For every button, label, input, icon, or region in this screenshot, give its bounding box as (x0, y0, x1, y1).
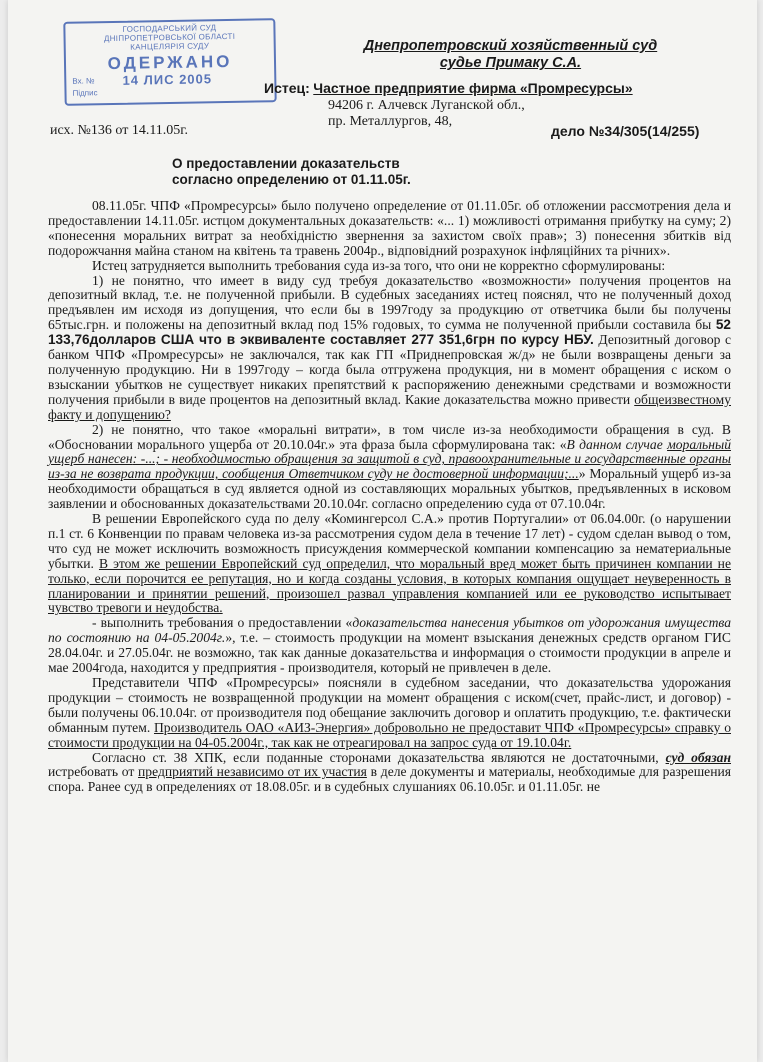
paragraph-8-court-obliged: суд обязан (665, 749, 731, 765)
paragraph-3-text: 1) не понятно, что имеет в виду суд требуя доказательство «возможности» получения процентов на депозитный вклад, т.е. не полученной прибыли. В судебных заседаниях истец пояснял, что не полученный доход предъявлен им исходя из допущения, что если бы в 1997году за продукцию от ответчика были бы получены 65тыс.грн. и положены на депозитный вклад под 15% годовых, то сумма не полученной прибыли составила бы (48, 272, 731, 333)
paragraph-7-highlight: Производитель ОАО «АИЗ-Энергия» добровольно не предоставит ЧПФ «Промресурсы» справку о стоимости продукции на 04-05.2004г., так как не отреагировал на запрос суда от 19.10.04г. (48, 719, 731, 750)
paragraph-8-text: Согласно ст. 38 ХПК, если поданные сторонами доказательства являются не достаточными, (92, 749, 666, 765)
plaintiff-name: Частное предприятие фирма «Промресурсы» (313, 80, 633, 96)
stamp-received-label: ОДЕРЖАНО (107, 51, 233, 74)
paragraph-6 (48, 616, 731, 676)
paragraph-8-continued: в деле документы и материалы, необходимые для разрешения спора. Ранее суд в определениях от 18.08.05г. и в судебных слушаниях 06.10.05г. и 01.11.05г. не (48, 764, 732, 795)
paragraph-4 (48, 423, 731, 512)
plaintiff-address-line1: 94206 г. Алчевск Луганской обл., (328, 98, 525, 113)
paragraph-6-quote: доказательства нанесения убытков от удорожания имущества по состоянию на 04-05.2004г. (48, 615, 731, 646)
paragraph-7 (48, 676, 731, 751)
paragraph-5 (48, 512, 731, 616)
paragraph-3-question: общеизвестному факту и допущению? (48, 391, 731, 422)
stamp-court-line: ГОСПОДАРСЬКИЙ СУД (122, 23, 217, 34)
letter-body (48, 199, 731, 795)
paragraph-1: 08.11.05г. ЧПФ «Промресурсы» было получено определение от 01.11.05г. об отложении рассмотрения дела и предоставлении 14.11.05г. истцом документальных доказательств: «... 1) можливості отримання прибутку на суму; 2) «понесення моральних витрат за необхідністю звернення за захистом своїх прав»; 3) понесення збитків від подорожчання майна станом на квітень та травень 2004р., відповідний розрахунок інфляційних та річних». (48, 198, 731, 258)
paragraph-6-text: - выполнить требования о предоставлении « (92, 615, 353, 631)
subject-heading (172, 156, 492, 188)
addressee-judge: судье Примаку С.А. (439, 55, 582, 71)
plaintiff-label: Истец: (264, 80, 310, 96)
outgoing-reference: исх. №136 от 14.11.05г. (50, 123, 188, 138)
addressee-block (338, 38, 683, 72)
paragraph-4-text: 2) не понятно, что такое «моральні витрати», в том числе из-за необходимости обращения в суд. В «Обосновании морального ущерба от 20.10.04г.» эта фраза была сформулирована так: « (48, 421, 731, 452)
subject-line1: О предоставлении доказательств (172, 156, 400, 171)
case-reference: дело №34/305(14/255) (551, 123, 700, 139)
paragraph-2: Истец затрудняется выполнить требования суда из-за того, что они не корректно сформулированы: (92, 257, 666, 273)
paragraph-8-highlight: предприятий независимо от их участия (138, 764, 367, 780)
paragraph-4-quote-body: : -...; - необходимостью обращения за защитой в суд, правоохранительные и государственные органы из-за не возврата продукции, сообщения Ответчиком суду не достоверной информации;... (48, 451, 731, 482)
paragraph-7-text: Представители ЧПФ «Промресурсы» поясняли в судебном заседании, что доказательства удорожания продукции – стоимость не возвращенной продукции на момент обращения с иском(счет, прайс-лист, и договор) - были получены 06.10.04г. от производителя под обещание заключить договор и оплатить продукцию, т.е. фактически обманным путем. (48, 675, 731, 735)
stamp-office-line: КАНЦЕЛЯРІЯ СУДУ (130, 41, 210, 52)
paragraph-4-quote-start: В данном случае (566, 436, 668, 452)
plaintiff-address-line2: пр. Металлургов, 48, (328, 114, 453, 129)
stamp-number-label: Вх. № (72, 76, 95, 86)
paragraph-3 (48, 274, 731, 423)
paragraph-3-continued: Депозитный договор с банком ЧПФ «Промресурсы» не заключался, так как ГП «Приднепровская ж/д» не были возвращены деньги за полученную продукцию. Ни в 1997году – когда была отгружена продукция, ни в момент обращения с иском о взыскании убытков не существует никаких препятствий к распоряжению денежными средствами и возможности получения прибыли в виде процентов на депозитный вклад. Какие доказательства можно привести (48, 332, 731, 407)
stamp-region-line: ДНІПРОПЕТРОВСЬКОЇ ОБЛАСТІ (103, 31, 236, 44)
received-stamp (63, 18, 276, 106)
addressee-court: Днепропетровский хозяйственный суд (363, 38, 658, 54)
document-page (8, 0, 757, 1062)
paragraph-5-highlight: В этом же решении Европейский суд определил, что моральный вред может быть причинен компании не только, если порочится ее репутация, но и когда созданы условия, в которых компания ощущает неуверенность в планировании и принятии решений, произошел развал управления компанией или ее руководство испытывает чувство тревоги и неудобства. (48, 555, 731, 616)
paragraph-4-quote-phrase: моральный ущерб нанесен (48, 436, 731, 467)
paragraph-8 (48, 751, 731, 796)
paragraph-4-continued: » Моральный ущерб из-за необходимости обращаться в суд является одной из составляющих моральных убытков, предъявленных в исковом заявлении и обоснованных доказательствами 20.10.04г. согласно определению суда от 07.10.04г. (48, 466, 731, 512)
stamp-date: 14 ЛИС 2005 (122, 71, 213, 88)
paragraph-6-continued: », т.е. – стоимость продукции на момент взыскания денежных средств органом ГИС 28.04.04г. и 27.05.04г. не возможно, так как данные доказательства и информация о стоимости продукции в апреле и мае 2004года, находится у предприятия - производителя, который не привлечен в деле. (48, 630, 731, 676)
paragraph-5-text: В решении Европейского суда по делу «Комингерсол С.А.» против Португалии» от 06.04.00г. (о нарушении п.1 ст. 6 Конвенции по правам человека из-за рассмотрения судом дела в течение 17 лет) - судом сделан вывод о том, что суд не может исключить возможность присуждения коммерческой компании компенсацию за нематериальные убытки. (48, 511, 731, 571)
paragraph-8-mid: истребовать от (48, 764, 139, 780)
stamp-signature-label: Підпис (72, 88, 98, 98)
subject-line2: согласно определению от 01.11.05г. (172, 172, 411, 187)
paragraph-3-amount: 52 133,76долларов США что в эквиваленте составляет 277 351,6грн по курсу НБУ. (48, 317, 731, 348)
